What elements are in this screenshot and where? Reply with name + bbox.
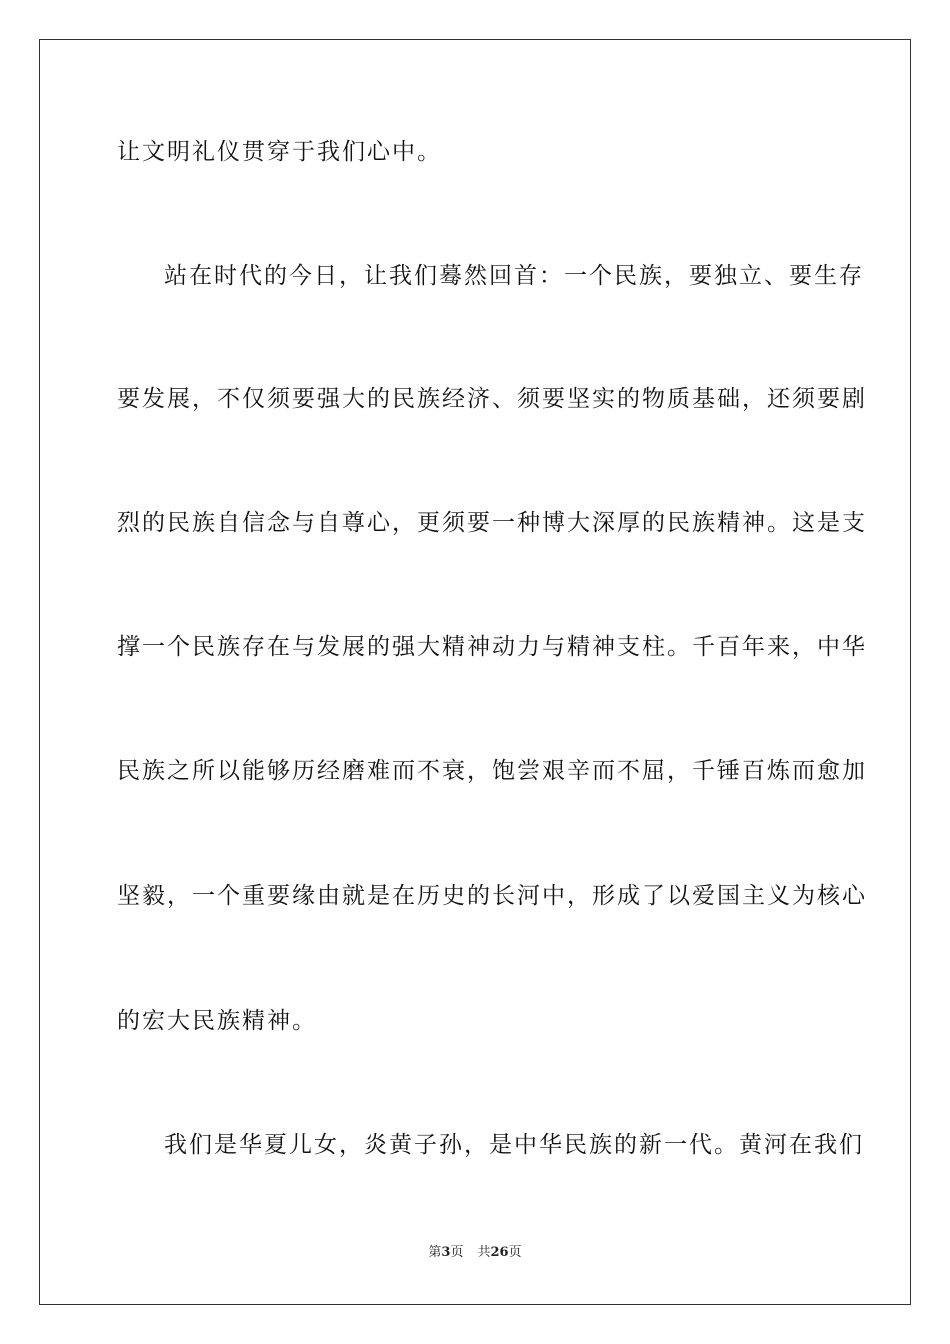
page-border (39, 39, 911, 1305)
text-line-7: 坚毅，一个重要缘由就是在历史的长河中，形成了以爱国主义为核心 (117, 883, 867, 909)
page-suffix: 页 (450, 1245, 464, 1260)
total-pages: 26 (490, 1245, 509, 1260)
text-line-4: 烈的民族自信念与自尊心，更须要一种博大深厚的民族精神。这是支 (117, 510, 867, 536)
text-line-2: 站在时代的今日，让我们蓦然回首：一个民族，要独立、要生存 (164, 263, 864, 289)
text-line-9: 我们是华夏儿女，炎黄子孙，是中华民族的新一代。黄河在我们 (164, 1132, 864, 1158)
text-line-3: 要发展，不仅须要强大的民族经济、须要坚实的物质基础，还须要剧 (117, 386, 867, 412)
page-footer (0, 1244, 950, 1262)
text-line-8: 的宏大民族精神。 (117, 1008, 317, 1034)
total-suffix: 页 (508, 1245, 522, 1260)
text-line-1: 让文明礼仪贯穿于我们心中。 (117, 139, 442, 165)
total-prefix: 共 (477, 1245, 491, 1260)
text-line-5: 撑一个民族存在与发展的强大精神动力与精神支柱。千百年来，中华 (117, 634, 867, 660)
text-line-6: 民族之所以能够历经磨难而不衰，饱尝艰辛而不屈，千锤百炼而愈加 (117, 758, 867, 784)
page-number: 3 (441, 1245, 451, 1260)
page-prefix: 第 (428, 1245, 442, 1260)
